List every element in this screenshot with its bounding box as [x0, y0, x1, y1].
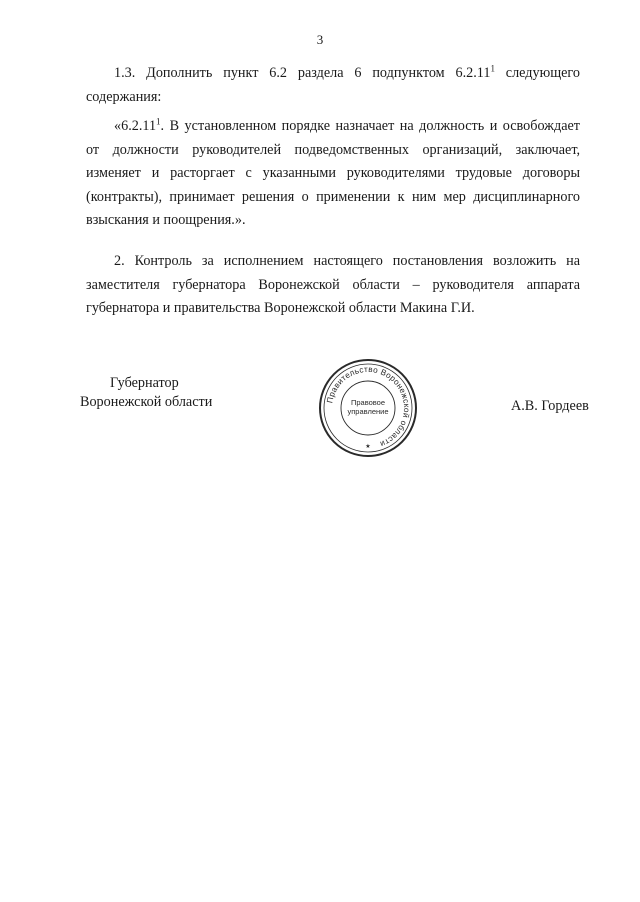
signature-position-line2: Воронежской области	[80, 394, 213, 410]
seal-center-line2: управление	[347, 407, 389, 416]
subpoint-number: «6.2.11	[114, 118, 157, 134]
superscript: 1	[490, 63, 495, 74]
superscript: 1	[156, 116, 161, 127]
seal-ring-text: Правительство Воронежской области	[325, 364, 412, 449]
signature-position-line1: Губернатор	[110, 375, 179, 391]
seal-center-line1: Правовое	[350, 398, 386, 407]
paragraph-1-3-text: 1.3. Дополнить пункт 6.2 раздела 6 подпунктом 6.2.11	[114, 65, 491, 81]
seal-star-icon: ★	[365, 444, 371, 450]
paragraph-1-3	[86, 62, 580, 109]
paragraph-1-3-text-after: следующего содержания:	[86, 65, 580, 105]
subpoint-body: . В установленном порядке назначает на должность и освобождает от должности руководителей подведомственных организаций, заключает, изменяет и расторгает с указанными руководителями трудовые договоры (контракты), принимает решения о применении к ним мер дисциплинарного взыскания и поощрения.».	[86, 118, 580, 228]
official-seal-stamp	[316, 356, 420, 460]
signature-position	[80, 374, 212, 412]
page-number: 3	[316, 32, 324, 47]
paragraph-6-2-11	[86, 115, 580, 233]
signer-name: А.В. Гордеев	[511, 398, 589, 414]
paragraph-2: 2. Контроль за исполнением настоящего постановления возложить на заместителя губернатора Воронежской области – руководителя аппарата губернатора и правительства Воронежской области Макина Г.И.	[86, 253, 580, 316]
